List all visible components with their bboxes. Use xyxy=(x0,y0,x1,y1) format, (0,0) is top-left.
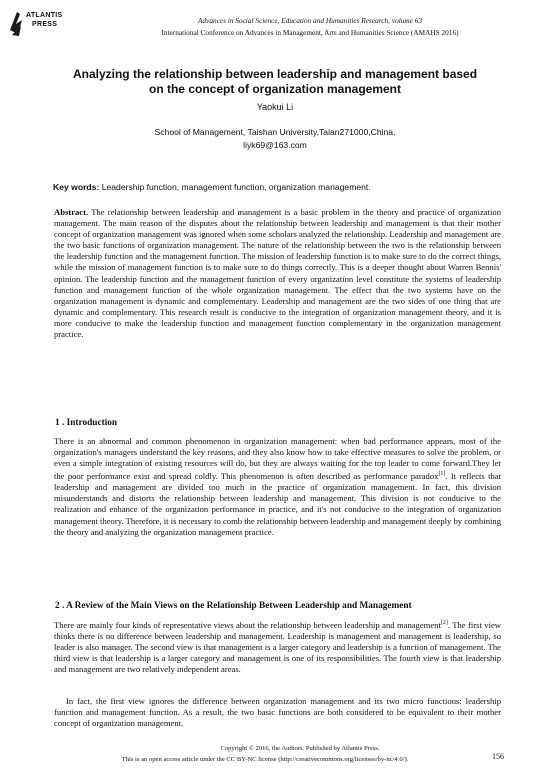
section-heading-introduction: 1 . Introduction xyxy=(55,418,118,428)
section-heading-review: 2 . A Review of the Main Views on the Relationship Between Leadership and Management xyxy=(55,601,412,611)
page-number: 156 xyxy=(492,752,504,761)
footer-license: This is an open access article under the CC BY-NC license (http://creativecommons.org/licenses/by-nc/4.0/). xyxy=(121,756,409,763)
review-paragraph-2: In fact, the first view ignores the difference between organization management and its two micro functions: leadership function and management function. As a result, the two basic functions are both considered to be equivalent to their mother concept of organization management. xyxy=(54,696,501,729)
review-paragraph-1: There are mainly four kinds of representative views about the relationship between leadership and management[2]. The first view thinks there is no difference between leadership and management. Leadership is management and management is leadership, so leader is also manager. The second view is that management is a larger category and leadership is a function of management. The third view is that leadership is a larger category and management is one of its responsibilities. The fourth view is that leadership and management are two relatively independent areas. xyxy=(54,619,501,675)
citation-ref: [2] xyxy=(440,620,448,626)
abstract xyxy=(54,207,501,340)
footer-copyright: Copyright © 2016, the Authors. Published by Atlantis Press. xyxy=(220,745,380,752)
paper-title: Analyzing the relationship between leadership and management based on the concept of organization management xyxy=(72,67,478,96)
introduction-paragraph: There is an abnormal and common phenomenon in organization management: when bad performance appears, most of the organization's managers understand the key reasons, and they also know how to take effective measures to solve the problem, or even a simple integration of existing resources will do, but they are always waiting for the top leader to come forward.They let the poor performance exist and spread coldly. This phenomenon is often described as performance paradox[1]. It reflects that leadership and management are divided too much in the practice of organization management. In fact, this division misunderstands and distorts the relationship between leadership and management. This division is not conducive to the realization and enhance of the organization performance in practice, and it's not conducive to the integration of organization management theory. Therefore, it is necessary to comb the relationship between leadership and management deeply by combining the theory and analyzing the organization management practice. xyxy=(54,436,501,537)
keywords-label: Key words: xyxy=(53,182,100,192)
author-affiliation: School of Management, Taishan University,Taian271000,China. xyxy=(154,127,396,137)
abstract-text: The relationship between leadership and management is a basic problem in the theory and practice of organization management. The main reason of the disputes about the relationship between leadership and management is that their mother concept of organization management was ignored when some scholars analyzed the relationship. Leadership and management are the two basic functions of organization management. The nature of the relationship between the two is the relationship between the leadership function and the management function. The mission of leadership function is to make sure to do the correct things, while the mission of management function is to make sure to do things correctly. This is a deeper thought about Warren Bennis' opinion. The leadership function and the management function of every organization level constitute the systems of leadership function and management function of the whole organization management. The effect that the two systems have on the organization management is dynamic and complementary. Leadership and management are the two sides of one thing that are dynamic and complementary. This research result is conducive to the integration of organization management theory, and it is more conducive to make the leadership function and management function complementary in the organization management practice. xyxy=(54,207,501,340)
abstract-label: Abstract. xyxy=(54,207,89,217)
keywords-text: Leadership function, management function, organization management. xyxy=(101,182,371,192)
conference-header: International Conference on Advances in Management, Arts and Humanities Science (AMAHS 2016) xyxy=(161,28,459,37)
author-email: liyk69@163.com xyxy=(243,140,307,150)
publisher-logo-text: ATLANTIS PRESS xyxy=(26,12,63,28)
citation-ref: [1] xyxy=(438,471,446,478)
author-name: Yaokui Li xyxy=(256,102,294,112)
journal-header: Advances in Social Science, Education and Humanities Research, volume 63 xyxy=(197,16,423,25)
keywords xyxy=(53,182,503,192)
